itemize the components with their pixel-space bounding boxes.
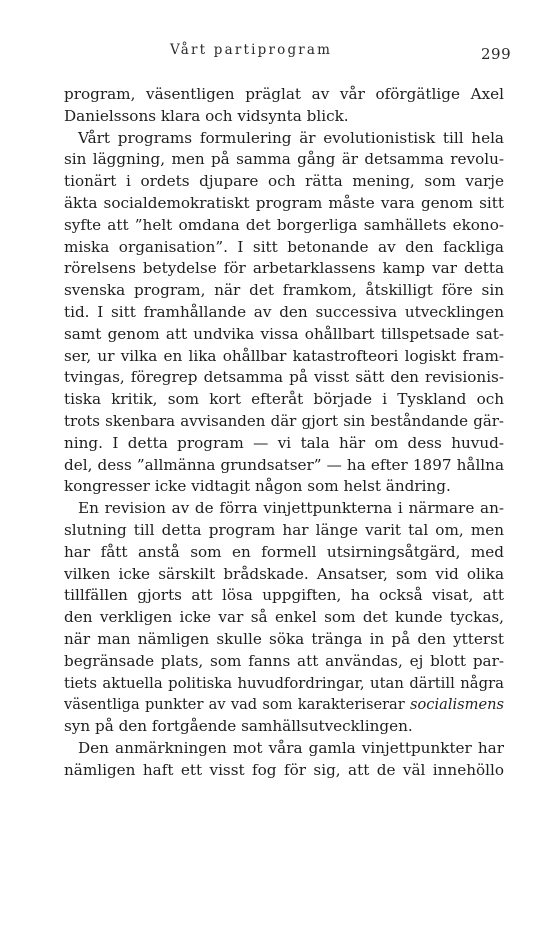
paragraph-first-line: Den anmärkningen mot våra gamla vinjettpunkter har — [78, 738, 504, 757]
text-line: äkta socialdemokratiskt program måste vara genom sitt — [64, 193, 504, 212]
text-line: trots skenbara avvisanden där gjort sin beståndande gär- — [64, 411, 504, 430]
paragraph-first-line: En revision av de förra vinjettpunkterna i närmare an- — [78, 499, 504, 518]
running-head-title: Vårt partiprogram — [170, 42, 333, 58]
text-line: ning. I detta program — vi tala här om dess huvud- — [64, 433, 504, 452]
text-line: vilken icke särskilt brådskade. Ansatser, som vid olika — [64, 564, 504, 583]
text-line: syn på den fortgående samhällsutvecklingen. — [64, 717, 413, 736]
text-line: del, dess ”allmänna grundsatser” — ha efter 1897 hållna — [64, 455, 504, 474]
text-line: nämligen haft ett visst fog för sig, att de väl innehöllo — [64, 760, 504, 779]
text-line: begränsade plats, som fanns att användas, ej blott par- — [64, 651, 504, 670]
text-line: kongresser icke vidtagit någon som helst ändring. — [64, 477, 451, 496]
text-line: har fått anstå som en formell utsirningsåtgärd, med — [64, 542, 504, 561]
text-line: tillfällen gjorts att lösa uppgiften, ha också visat, att — [64, 586, 504, 605]
text-line: sin läggning, men på samma gång är detsamma revolu- — [64, 150, 504, 169]
text-line: ser, ur vilka en lika ohållbar katastrofteori logiskt fram- — [64, 346, 504, 365]
text-line: samt genom att undvika vissa ohållbart tillspetsade sat- — [64, 324, 504, 343]
text-line: den verkligen icke var så enkel som det kunde tyckas, — [64, 608, 504, 627]
text-line: svenska program, när det framkom, åtskilligt före sin — [64, 281, 504, 300]
text-line: tid. I sitt framhållande av den successiva utvecklingen — [64, 302, 504, 321]
text-line-with-italic — [64, 694, 504, 716]
text-line: tiska kritik, som kort efteråt började i Tyskland och — [64, 390, 504, 409]
text-line: Danielssons klara och vidsynta blick. — [64, 106, 349, 125]
text-line: tionärt i ordets djupare och rätta mening, som varje — [64, 172, 504, 191]
text-line: rörelsens betydelse för arbetarklassens kamp var detta — [64, 259, 504, 278]
body-text — [64, 84, 504, 782]
text-line: syfte att ”helt omdana det borgerliga samhällets ekono- — [64, 215, 504, 234]
text-line: när man nämligen skulle söka tränga in på den ytterst — [64, 629, 504, 648]
page-number: 299 — [481, 45, 512, 63]
text-line: tvingas, föregrep detsamma på visst sätt den revisionis- — [64, 368, 504, 387]
text-line: program, väsentligen präglat av vår oförgätlige Axel — [64, 85, 504, 103]
paragraph-first-line: Vårt programs formulering är evolutionistisk till hela — [78, 128, 504, 147]
text-line: tiets aktuella politiska huvudfordringar, utan därtill några — [64, 674, 504, 692]
text-line: slutning till detta program har länge varit tal om, men — [64, 520, 504, 539]
text-line: miska organisation”. I sitt betonande av den fackliga — [64, 237, 504, 256]
text-segment: väsentliga punkter av vad som karakteriserar — [64, 696, 405, 714]
italic-word: socialismens — [410, 696, 504, 714]
running-head — [0, 42, 560, 66]
